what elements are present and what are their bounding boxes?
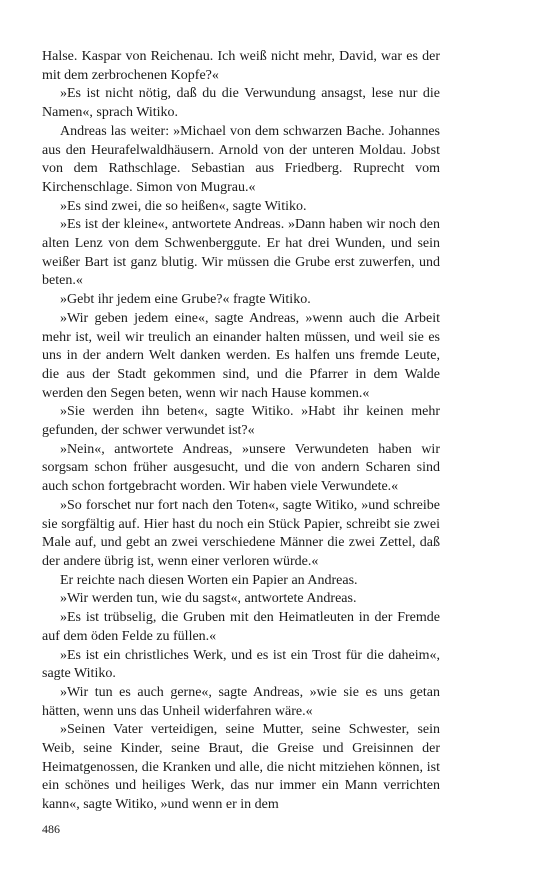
paragraph-1: Halse. Kaspar von Reichenau. Ich weiß nicht mehr, David, war es der mit dem zerbrochenen Kopfe?« — [42, 49, 440, 83]
paragraph-10: »So forschet nur fort nach den Toten«, sagte Witiko, »und schreibe sie sorgfältig auf. Hier hast du noch ein Stück Papier, schreibt sie zwei Male auf, und gebt an zwei verschiedene Männer die zwei Zettel, daß der andere übrig ist, wenn einer verloren würde.« — [42, 497, 440, 569]
paragraph-3: Andreas las weiter: »Michael von dem schwarzen Bache. Johannes aus den Heurafelwaldhäusern. Arnold von der unteren Moldau. Jobst von dem Rathschlage. Sebastian aus Friedberg. Ruprecht vom Kirchenschlage. Simon von Mugrau.« — [42, 123, 440, 195]
paragraph-14: »Es ist ein christliches Werk, und es ist ein Trost für die daheim«, sagte Witiko. — [42, 647, 440, 682]
page-number: 486 — [42, 822, 60, 836]
paragraph-15: »Wir tun es auch gerne«, sagte Andreas, »wie sie es uns getan hätten, wenn uns das Unheil widerfahren wäre.« — [42, 684, 440, 719]
paragraph-4: »Es sind zwei, die so heißen«, sagte Witiko. — [60, 198, 307, 214]
paragraph-13: »Es ist trübselig, die Gruben mit den Heimatleuten in der Fremde auf dem öden Felde zu füllen.« — [42, 610, 440, 644]
paragraph-11: Er reichte nach diesen Worten ein Papier an Andreas. — [60, 572, 358, 588]
paragraph-9: »Nein«, antwortete Andreas, »unsere Verwundeten haben wir sorgsam schon früher ausgesucht, und die von andern Scharen sind auch schon fortgebracht worden. Wir haben viele Verwundete.« — [42, 441, 440, 495]
paragraph-8: »Sie werden ihn beten«, sagte Witiko. »Habt ihr keinen mehr gefunden, der schwer verwundet ist?« — [42, 404, 440, 439]
page-body-text — [42, 48, 440, 815]
paragraph-7: »Wir geben jedem eine«, sagte Andreas, »wenn auch die Arbeit mehr ist, weil wir treulich an einander halten müssen, und weil sie es uns in der andern Welt danken werden. Es halfen uns fremde Leute, die aus der Stadt gekommen sind, und die Pfarrer in dem Walde werden den Segen beten, wenn wir nach Hause kommen.« — [42, 310, 440, 401]
paragraph-12: »Wir werden tun, wie du sagst«, antwortete Andreas. — [60, 591, 357, 607]
paragraph-2: »Es ist nicht nötig, daß du die Verwundung ansagst, lese nur die Namen«, sprach Witiko. — [42, 86, 440, 121]
paragraph-6: »Gebt ihr jedem eine Grube?« fragte Witiko. — [60, 292, 311, 308]
paragraph-16: »Seinen Vater verteidigen, seine Mutter, seine Schwester, sein Weib, seine Kinder, seine Braut, die Greise und Greisinnen der Heimatgenossen, die Kranken und alle, die nicht mitziehen können, ist ein schönes und heiliges Werk, das nur immer ein Mann verrichten kann«, sagte Witiko, »und wenn er in dem — [42, 722, 440, 813]
paragraph-5: »Es ist der kleine«, antwortete Andreas. »Dann haben wir noch den alten Lenz von dem Schwenberggute. Er hat drei Wunden, und sein weißer Bart ist ganz blutig. Wir müssen die Grube erst zuwerfen, und beten.« — [42, 217, 440, 289]
